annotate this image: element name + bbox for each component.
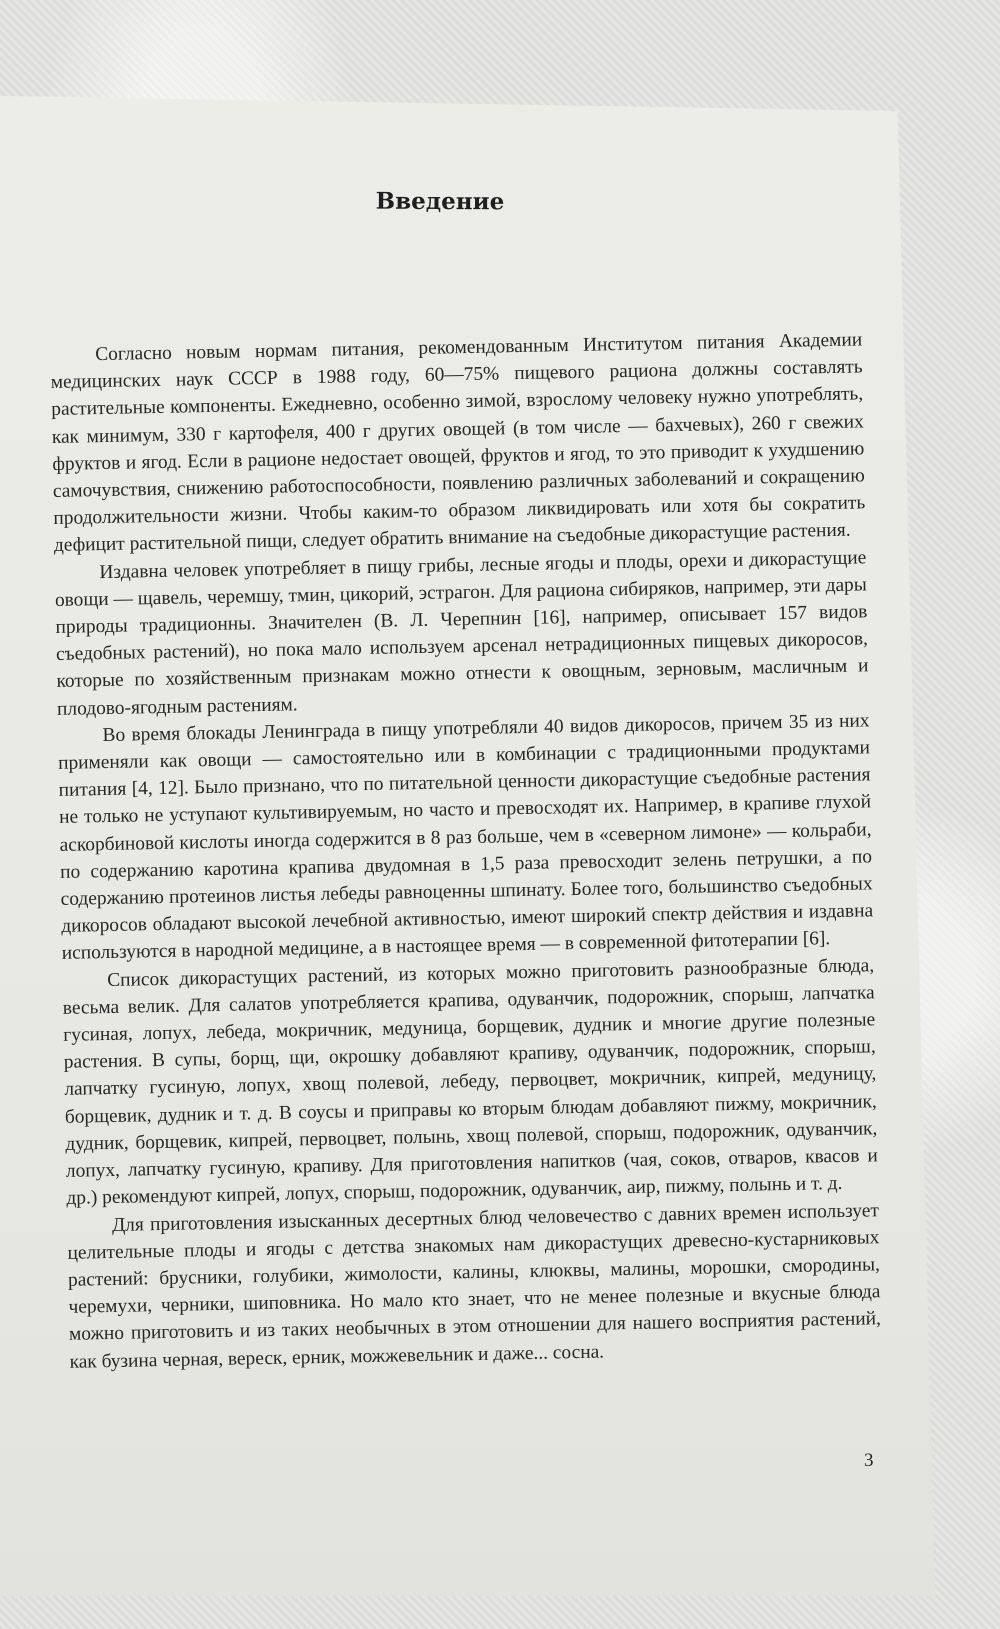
paragraph-5: Для приготовления изысканных десертных блюд человечество с давних времен использует целительные плоды и ягоды с детства знакомых нам дикорастущих древесно-кустарниковых растений: брусники, голубики, жимолости, калины, клюквы, малины, морошки, смородины, черемухи, черники, шиповника. Но мало кто знает, что не менее полезные и вкусные блюда можно приготовить и из таких необычных в этом отношении для нашего восприятия растений, как бузина черная, вереск, ерник, можжевельник и даже... сосна. <box>67 1199 882 1373</box>
page-title: Введение <box>375 187 505 216</box>
paragraph-3: Во время блокады Ленинграда в пищу употребляли 40 видов дикоросов, причем 35 из них применяли как овощи — самостоятельно или в комбинации с традиционными продуктами питания [4, 12]. Было признано, что по питательной ценности дикорастущие съедобные растения не только не уступают культивируемым, но часто и превосходят их. Например, в крапиве глухой аскорбиновой кислоты иногда содержится в 8 раз больше, чем в «северном лимоне» — кольраби, по содержанию каротина крапива двудомная в 1,5 раза превосходит зелень петрушки, а по содержанию протеинов листья лебеды равноценны шпинату. Более того, большинство съедобных дикоросов обладают высокой лечебной активностью, имеют широкий спектр действия и издавна используются в народной медицине, а в настоящее время — в современной фитотерапии [6]. <box>57 710 874 965</box>
paragraph-4: Список дикорастущих растений, из которых можно приготовить разнообразные блюда, весьма велик. Для салатов употребляется крапива, одуванчик, подорожник, спорыш, лапчатка гусиная, лопух, лебеда, мокричник, медуница, борщевик, дудник и многие другие полезные растения. В супы, борщ, щи, окрошку добавляют крапиву, одуванчик, подорожник, спорыш, лапчатку гусиную, лопух, хвощ полевой, лебеду, первоцвет, мокричник, кипрей, медуницу, борщевик, дудник и т. д. В соусы и приправы ко вторым блюдам добавляют пижму, мокричник, дудник, борщевик, кипрей, первоцвет, полынь, хвощ полевой, спорыш, подорожник, одуванчик, лопух, лапчатку гусиную, крапиву. Для приготовления напитков (чая, соков, отваров, квасов и др.) рекомендуют кипрей, лопух, спорыш, подорожник, одуванчик, аир, пижму, полынь и т. д. <box>62 954 878 1210</box>
body-text <box>50 326 882 1375</box>
paragraph-2: Издавна человек употребляет в пищу грибы, лесные ягоды и плоды, орехи и дикорастущие овощи — щавель, черемшу, тмин, цикорий, эстрагон. Для рациона сибиряков, например, эти дары природы традиционны. Значителен (В. Л. Черепнин [16], например, описывает 157 видов съедобных растений), но пока мало используем арсенал нетрадиционных пищевых дикоросов, которые по хозяйственным признакам можно отнести к овощным, зерновым, масличным и плодово-ягодным растениям. <box>54 546 869 720</box>
page-number: 3 <box>864 1450 874 1471</box>
paragraph-1: Согласно новым нормам питания, рекомендованным Институтом питания Академии медицинских наук СССР в 1988 году, 60—75% пищевого рациона должны составлять растительные компоненты. Ежедневно, особенно зимой, взрослому человеку нужно употреблять, как минимум, 330 г картофеля, 400 г других овощей (в том числе — бахчевых), 260 г свежих фруктов и ягод. Если в рационе недостает овощей, фруктов и ягод, то это приводит к ухудшению самочувствия, снижению работоспособности, появлению различных заболеваний и сокращению продолжительности жизни. Чтобы каким-то образом ликвидировать или хотя бы сократить дефицит растительной пищи, следует обратить внимание на съедобные дикорастущие растения. <box>50 329 866 557</box>
